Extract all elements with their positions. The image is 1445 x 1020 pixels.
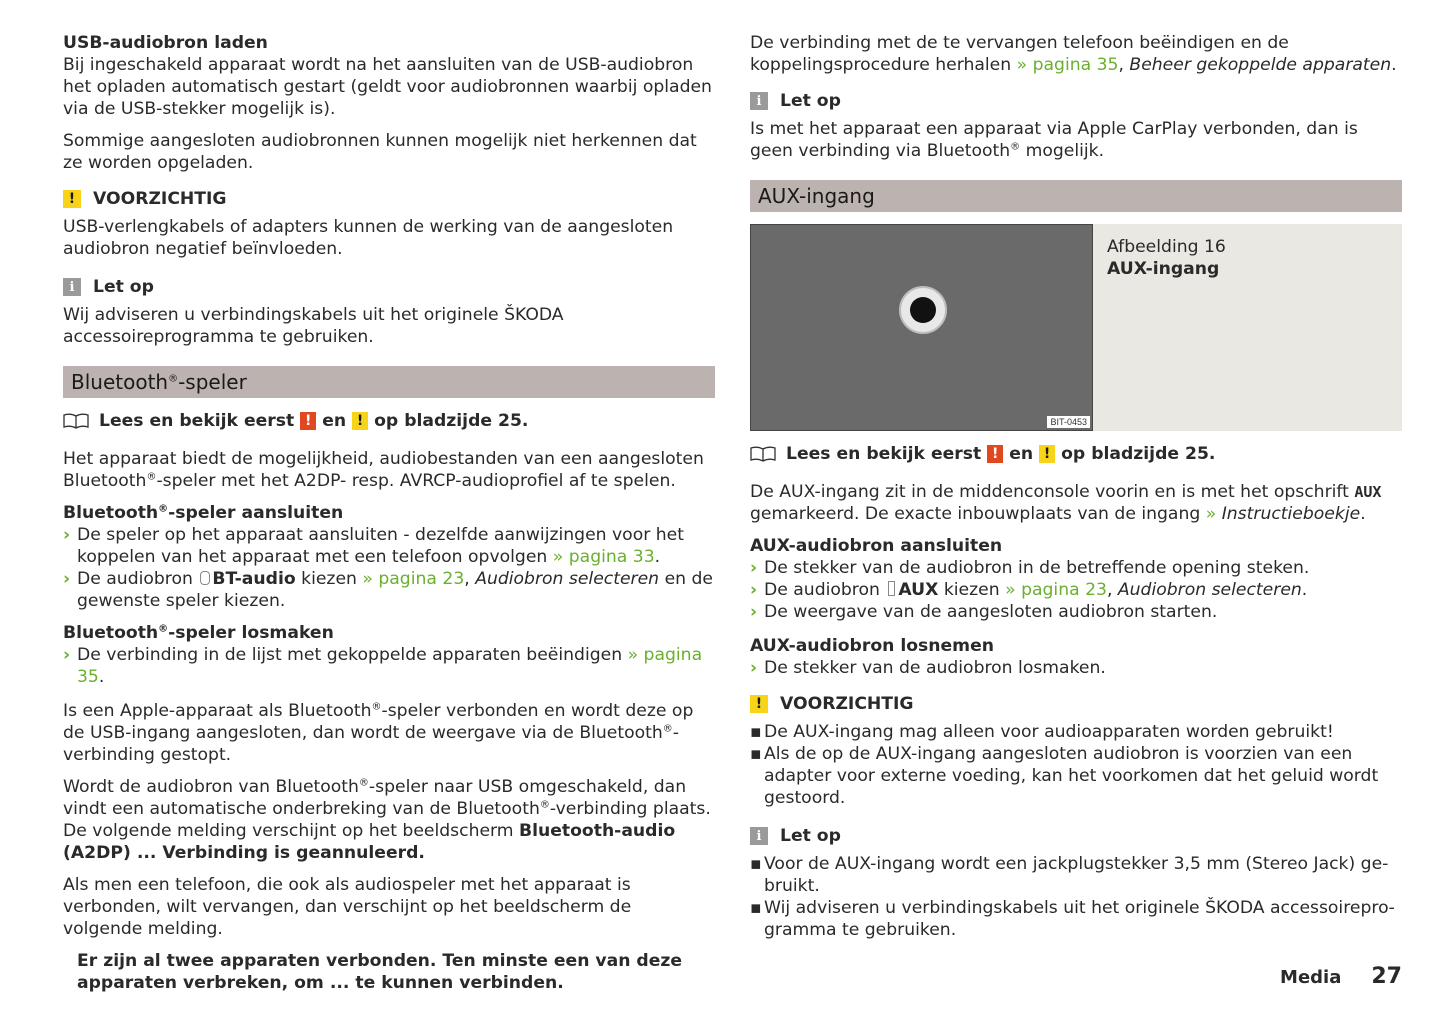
aux-jack-icon: [899, 286, 947, 334]
book-icon: [63, 413, 89, 429]
page-link[interactable]: » pagina 33: [552, 547, 655, 567]
figure-label: Afbeelding 16: [1107, 237, 1226, 257]
list-item: › De audiobron BT-audio kiezen » pagina 23, Audiobron selecteren en de gewenste speler kiezen.: [63, 569, 713, 611]
usb-paragraph-2: Sommige aangesloten audiobronnen kunnen mogelijk niet herkennen dat ze worden opgeladen.: [63, 131, 697, 173]
note-title: Let op: [780, 826, 841, 846]
note-header: [750, 825, 1402, 847]
section-title-text: Bluetooth: [71, 370, 169, 394]
note-text: Is met het apparaat een apparaat via Apple CarPlay verbonden, dan is geen verbinding via Bluetooth® mogelijk.: [750, 119, 1358, 161]
list-item: › De stekker van de audiobron in de betreffende opening steken.: [750, 558, 1310, 578]
book-icon: [750, 446, 776, 462]
bluetooth-section-title: [63, 366, 715, 398]
read-first-suffix: op bladzijde 25.: [374, 411, 529, 431]
read-first-line: [750, 443, 1402, 465]
list-item: ▪ Voor de AUX-ingang wordt een jackplugstekker 3,5 mm (Stereo Jack) gebruikt.: [750, 854, 1389, 896]
list-item: › De weergave van de aangesloten audiobron starten.: [750, 602, 1218, 622]
aux-intro: De AUX-ingang zit in de middenconsole voorin en is met het opschrift AUX gemarkeerd. De exacte inbouwplaats van de ingang » Instructieboekje.: [750, 482, 1382, 524]
warning-icon: !: [750, 695, 768, 713]
read-first-and: en: [322, 411, 347, 431]
warning-red-icon: !: [987, 445, 1003, 463]
list-item: ▪ Wij adviseren u verbindingskabels uit het originele ŠKODA accessoireprogramma te gebruiken.: [750, 898, 1395, 940]
bluetooth-intro: Het apparaat biedt de mogelijkheid, audiobestanden van een aangesloten Bluetooth®-speler met het A2DP- resp. AVRCP-audioprofiel af te spelen.: [63, 449, 704, 491]
aux-section-title: AUX-ingang: [750, 180, 1402, 212]
note-title: Let op: [780, 91, 841, 111]
usb-heading: USB-audiobron laden: [63, 33, 268, 53]
bt-disconnect-heading: Bluetooth®-speler losmaken: [63, 623, 334, 643]
list-item: ▪ De AUX-ingang mag alleen voor audioapparaten worden gebruikt!: [750, 722, 1334, 742]
phone-paragraph: Als men een telefoon, die ook als audiospeler met het apparaat is verbonden, wilt vervangen, dan verschijnt op het beeldscherm de volgende melding.: [63, 875, 632, 939]
intro-paragraph: De verbinding met de te vervangen telefoon beëindigen en de koppelingsprocedure herhalen » pagina 35, Beheer gekoppelde apparaten.: [750, 33, 1397, 75]
figure-caption: [1093, 224, 1402, 431]
info-icon: i: [63, 278, 81, 296]
list-item: › De stekker van de audiobron losmaken.: [750, 658, 1106, 678]
caution-title: VOORZICHTIG: [780, 694, 914, 714]
warning-yellow-icon: !: [1039, 445, 1055, 463]
page-link[interactable]: » pagina 35: [1016, 55, 1119, 75]
note-title: Let op: [93, 277, 154, 297]
aux-icon: [888, 581, 895, 596]
read-first-suffix: op bladzijde 25.: [1061, 444, 1216, 464]
bluetooth-icon: [200, 571, 210, 585]
bt-connect-heading: Bluetooth®-speler aansluiten: [63, 503, 344, 523]
caution-text: USB-verlengkabels of adapters kunnen de werking van de aangesloten audiobron negatief beïnvloeden.: [63, 217, 674, 259]
read-first-and: en: [1009, 444, 1034, 464]
page-link[interactable]: » pagina 23: [362, 569, 465, 589]
list-item: ▪ Als de op de AUX-ingang aangesloten audiobron is voorzien van een adapter voor externe voeding, kan het voorkomen dat het geluid wordt gestoord.: [750, 744, 1379, 808]
note-header: [750, 90, 1402, 112]
figure: [750, 224, 1402, 431]
warning-icon: !: [63, 190, 81, 208]
list-item: › De speler op het apparaat aansluiten - dezelfde aanwijzingen voor het koppelen van het apparaat met een telefoon opvolgen » pagina 33.: [63, 525, 684, 567]
usb-paragraph-1: Bij ingeschakeld apparaat wordt na het aansluiten van de USB-audiobron het opladen automatisch gestart (geldt voor audiobronnen waarbij opladen via de USB-stekker mogelijk is).: [63, 55, 712, 119]
aux-port-image: [750, 224, 1093, 431]
footer-section: Media: [1280, 967, 1342, 988]
figure-title: AUX-ingang: [1107, 259, 1220, 279]
info-icon: i: [750, 92, 768, 110]
note-header: [63, 276, 715, 298]
list-item: › De audiobron AUX kiezen » pagina 23, Audiobron selecteren.: [750, 580, 1308, 600]
page-link[interactable]: » pagina 23: [1005, 580, 1107, 600]
right-column: [750, 32, 1402, 941]
warning-red-icon: !: [300, 412, 316, 430]
aux-connect-heading: AUX-audiobron aansluiten: [750, 536, 1003, 556]
figure-code: BIT-0453: [1047, 416, 1090, 428]
section-title-suffix: -speler: [178, 370, 247, 394]
page-number: 27: [1371, 964, 1402, 989]
caution-header: [63, 188, 715, 210]
read-first-prefix: Lees en bekijk eerst: [99, 411, 295, 431]
read-first-line: [63, 410, 715, 432]
caution-title: VOORZICHTIG: [93, 189, 227, 209]
page-link[interactable]: » pagina 35: [77, 645, 703, 687]
warning-yellow-icon: !: [352, 412, 368, 430]
screen-message: Er zijn al twee apparaten verbonden. Ten minste een van deze apparaten verbreken, om ... te kunnen verbinden.: [77, 951, 683, 993]
apple-paragraph: Is een Apple-apparaat als Bluetooth®-speler verbonden en wordt deze op de USB-ingang aangesloten, dan wordt de weergave via de Bluetooth®-verbinding gestopt.: [63, 701, 694, 765]
aux-remove-heading: AUX-audiobron losnemen: [750, 636, 994, 656]
info-icon: i: [750, 827, 768, 845]
read-first-prefix: Lees en bekijk eerst: [786, 444, 982, 464]
page-footer: [1280, 966, 1402, 989]
list-item: › De verbinding in de lijst met gekoppelde apparaten beëindigen » pagina 35.: [63, 645, 703, 687]
left-column: [63, 32, 715, 994]
switch-paragraph: Wordt de audiobron van Bluetooth®-speler naar USB omgeschakeld, dan vindt een automatische onderbreking van de Bluetooth®-verbinding plaats. De volgende melding verschijnt op het beeldscherm Bluetooth-audio (A2DP) ... Verbinding is geannuleerd.: [63, 777, 711, 863]
caution-header: [750, 693, 1402, 715]
registered-mark: ®: [168, 373, 179, 385]
note-text: Wij adviseren u verbindingskabels uit het originele ŠKODA accessoireprogramma te gebruiken.: [63, 305, 564, 347]
